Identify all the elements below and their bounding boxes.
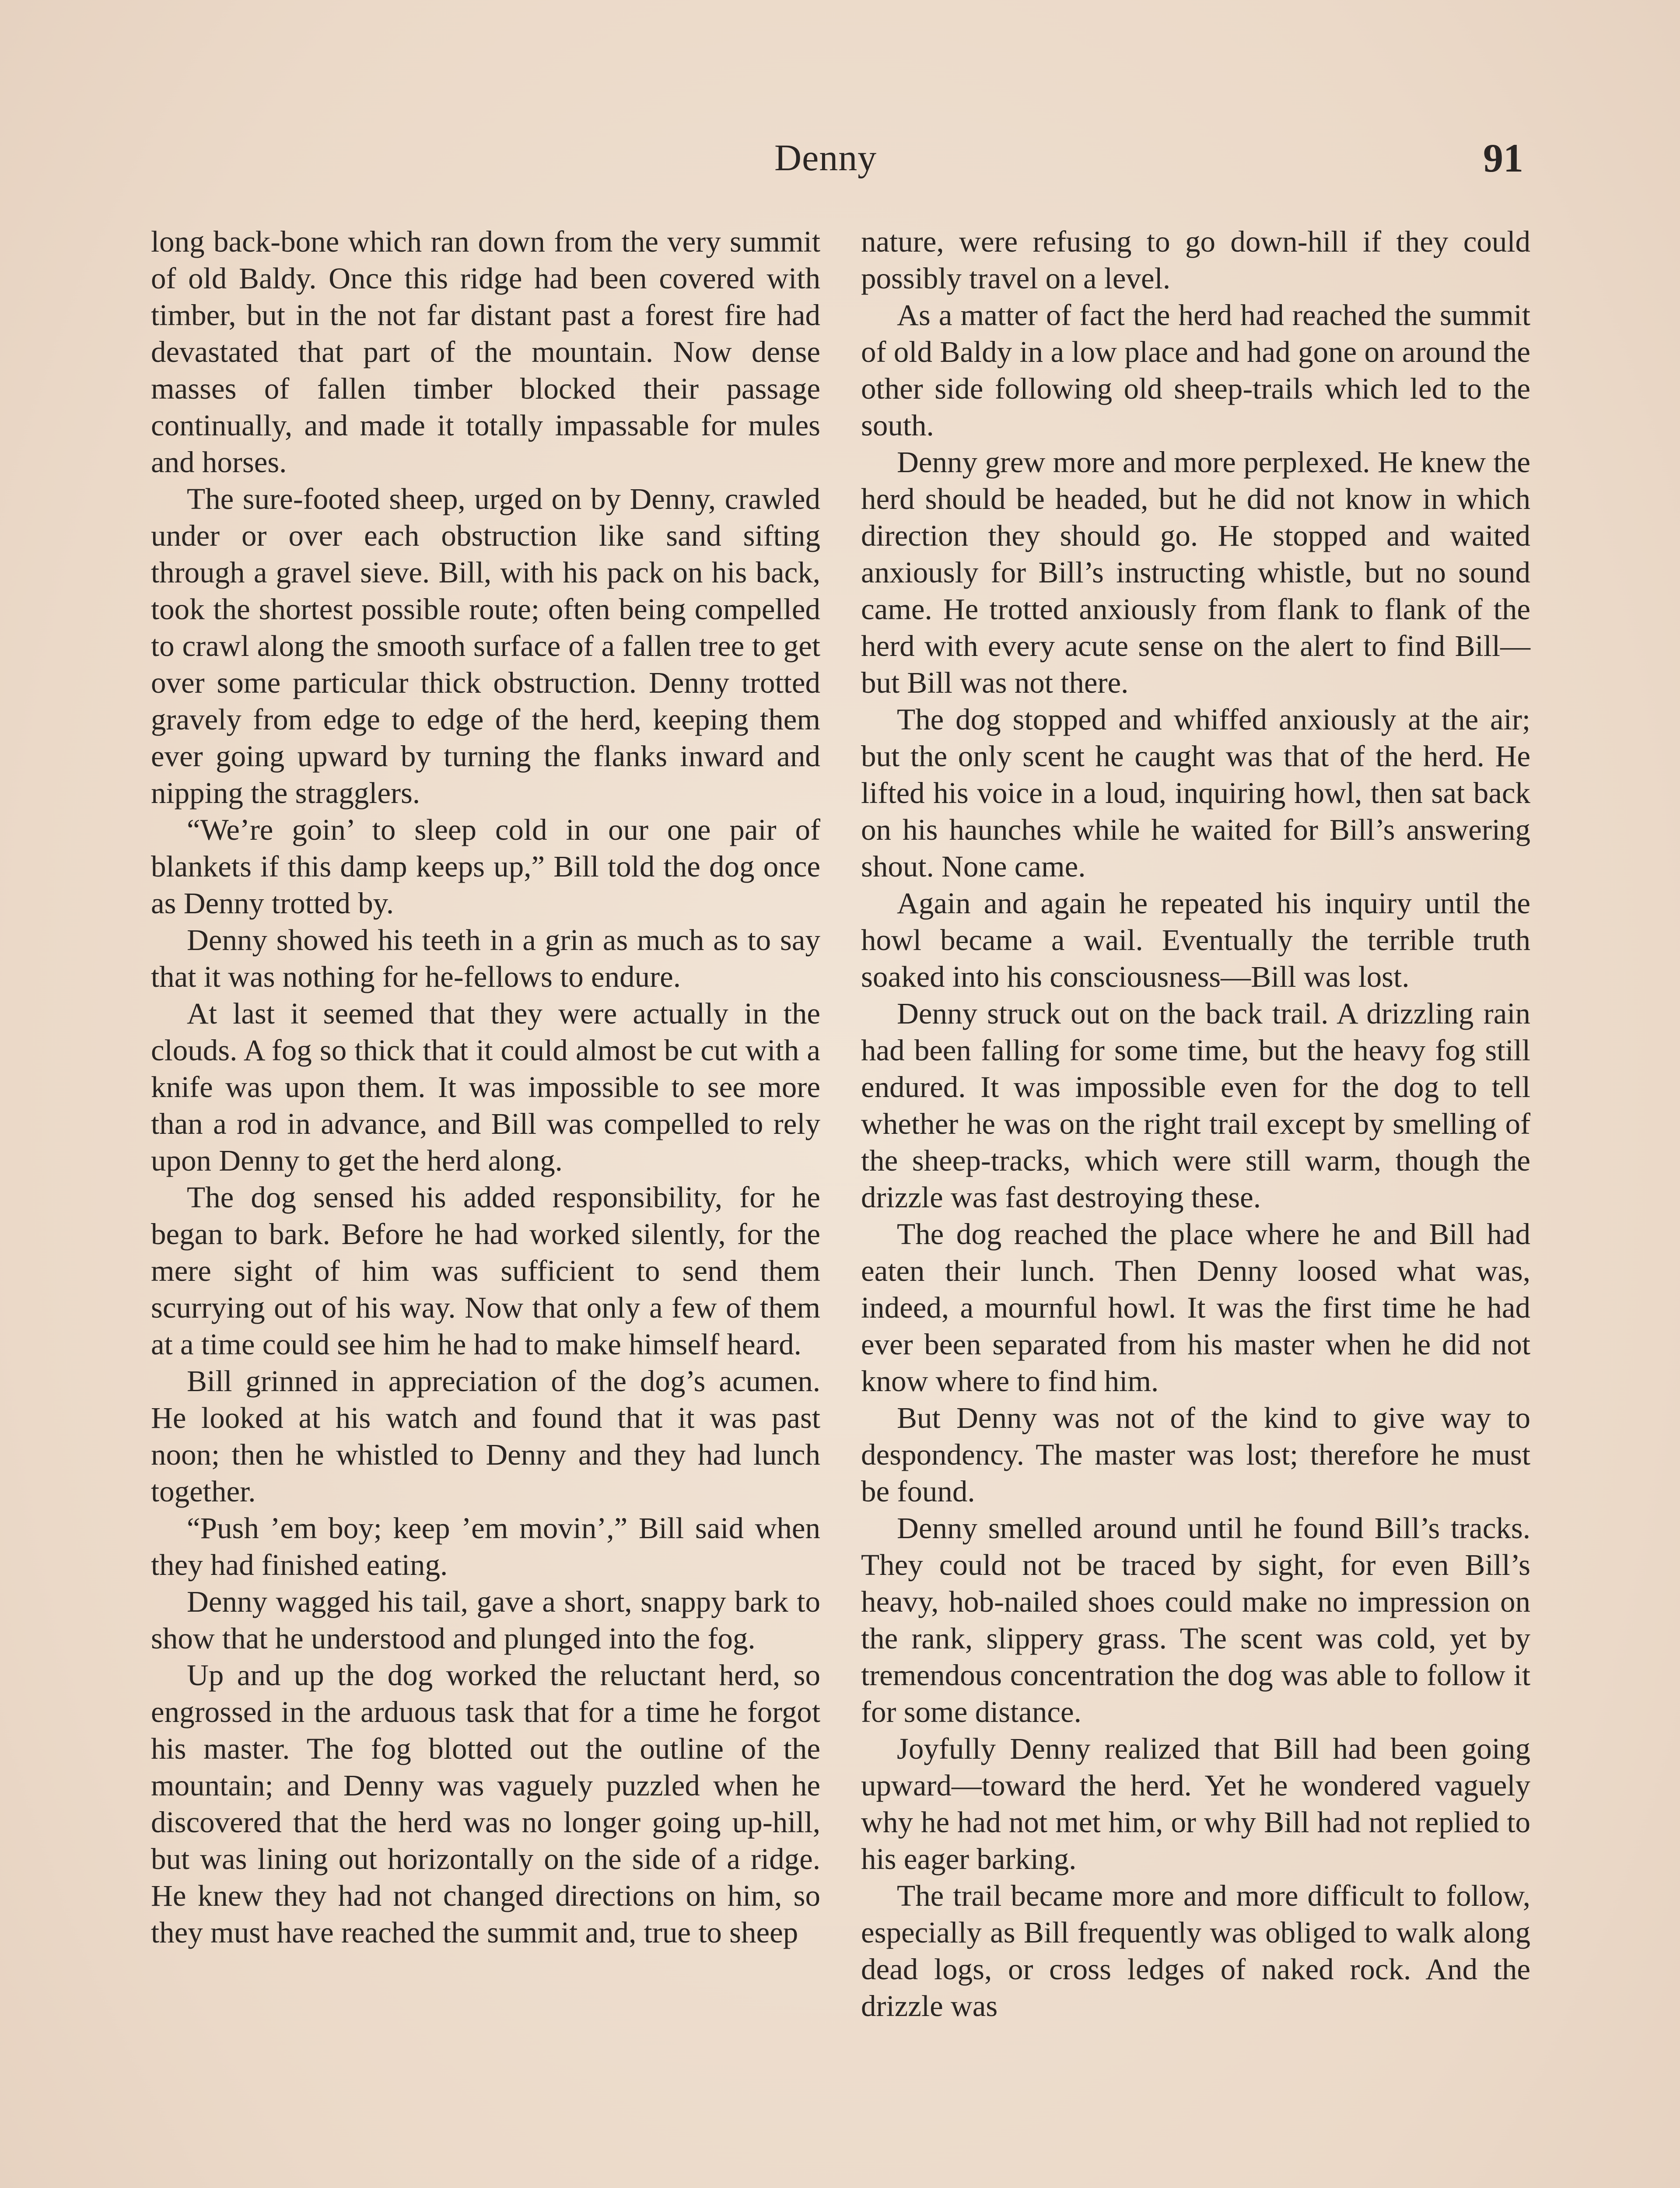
paragraph: The dog sensed his added responsibility, for he began to bark. Before he had worked silently, for the mere sight of him was sufficient to send them scurrying out of his way. Now that only a few of them at a time could see him he had to make himself heard. (151, 1181, 820, 1361)
paragraph: Denny wagged his tail, gave a short, snappy bark to show that he understood and plunged into the fog. (151, 1585, 820, 1655)
paragraph: At last it seemed that they were actually in the clouds. A fog so thick that it could almost be cut with a knife was upon them. It was impossible to see more than a rod in advance, and Bill was compelled to rely upon Denny to get the herd along. (151, 997, 820, 1177)
paragraph: Denny smelled around until he found Bill’s tracks. They could not be traced by sight, for even Bill’s heavy, hob-nailed shoes could make no impression on the rank, slippery grass. The scent was cold, yet by tremendous concentration the dog was able to follow it for some distance. (861, 1511, 1530, 1729)
page-number: 91 (1483, 136, 1523, 180)
paragraph: nature, were refusing to go down-hill if they could possibly travel on a level. (861, 225, 1530, 295)
paragraph: Bill grinned in appreciation of the dog’s acumen. He looked at his watch and found that it was past noon; then he whistled to Denny and they had lunch together. (151, 1364, 820, 1508)
paragraph: But Denny was not of the kind to give way to despondency. The master was lost; therefore he must be found. (861, 1401, 1530, 1508)
paragraph: Up and up the dog worked the reluctant herd, so engrossed in the arduous task that for a time he forgot his master. The fog blotted out the outline of the mountain; and Denny was vaguely puzzled when he discovered that the herd was no longer going up-hill, but was lining out horizontally on the side of a ridge. He knew they had not changed directions on him, so they must have reached the summit and, true to sheep (151, 1659, 820, 1949)
paragraph: The dog stopped and whiffed anxiously at the air; but the only scent he caught was that of the herd. He lifted his voice in a loud, inquiring howl, then sat back on his haunches while he waited for Bill’s answering shout. None came. (861, 703, 1530, 883)
paragraph: The dog reached the place where he and Bill had eaten their lunch. Then Denny loosed what was, indeed, a mournful howl. It was the first time he had ever been separated from his master when he did not know where to find him. (861, 1217, 1530, 1398)
paragraph: “We’re goin’ to sleep cold in our one pair of blankets if this damp keeps up,” Bill told the dog once as Denny trotted by. (151, 813, 820, 920)
paragraph: Denny showed his teeth in a grin as much as to say that it was nothing for he-fellows to endure. (151, 923, 820, 993)
paragraph: Denny grew more and more perplexed. He knew the herd should be headed, but he did not know in which direction they should go. He stopped and waited anxiously for Bill’s instructing whistle, but no sound came. He trotted anxiously from flank to flank of the herd with every acute sense on the alert to find Bill—but Bill was not there. (861, 445, 1530, 699)
paragraph: As a matter of fact the herd had reached the summit of old Baldy in a low place and had gone on around the other side following old sheep-trails which led to the south. (861, 298, 1530, 442)
left-column (151, 223, 820, 1951)
paragraph: Joyfully Denny realized that Bill had been going upward—toward the herd. Yet he wondered vaguely why he had not met him, or why Bill had not replied to his eager barking. (861, 1732, 1530, 1876)
page-header (0, 131, 1680, 184)
paragraph: Again and again he repeated his inquiry until the howl became a wail. Eventually the terrible truth soaked into his consciousness—Bill was lost. (861, 887, 1530, 993)
paragraph: The sure-footed sheep, urged on by Denny, crawled under or over each obstruction like sand sifting through a gravel sieve. Bill, with his pack on his back, took the shortest possible route; often being compelled to crawl along the smooth surface of a fallen tree to get over some particular thick obstruction. Denny trotted gravely from edge to edge of the herd, keeping them ever going upward by turning the flanks inward and nipping the stragglers. (151, 482, 820, 810)
right-column (861, 223, 1530, 2024)
paragraph: “Push ’em boy; keep ’em movin’,” Bill said when they had finished eating. (151, 1511, 820, 1581)
paragraph: long back-bone which ran down from the very summit of old Baldy. Once this ridge had been covered with timber, but in the not far distant past a forest fire had devastated that part of the mountain. Now dense masses of fallen timber blocked their passage continually, and made it totally impassable for mules and horses. (151, 225, 820, 479)
running-head: Denny (774, 137, 877, 179)
paragraph: The trail became more and more difficult to follow, especially as Bill frequently was obliged to walk along dead logs, or cross ledges of naked rock. And the drizzle was (861, 1879, 1530, 2023)
paragraph: Denny struck out on the back trail. A drizzling rain had been falling for some time, but the heavy fog still endured. It was impossible even for the dog to tell whether he was on the right trail except by smelling of the sheep-tracks, which were still warm, though the drizzle was fast destroying these. (861, 997, 1530, 1214)
